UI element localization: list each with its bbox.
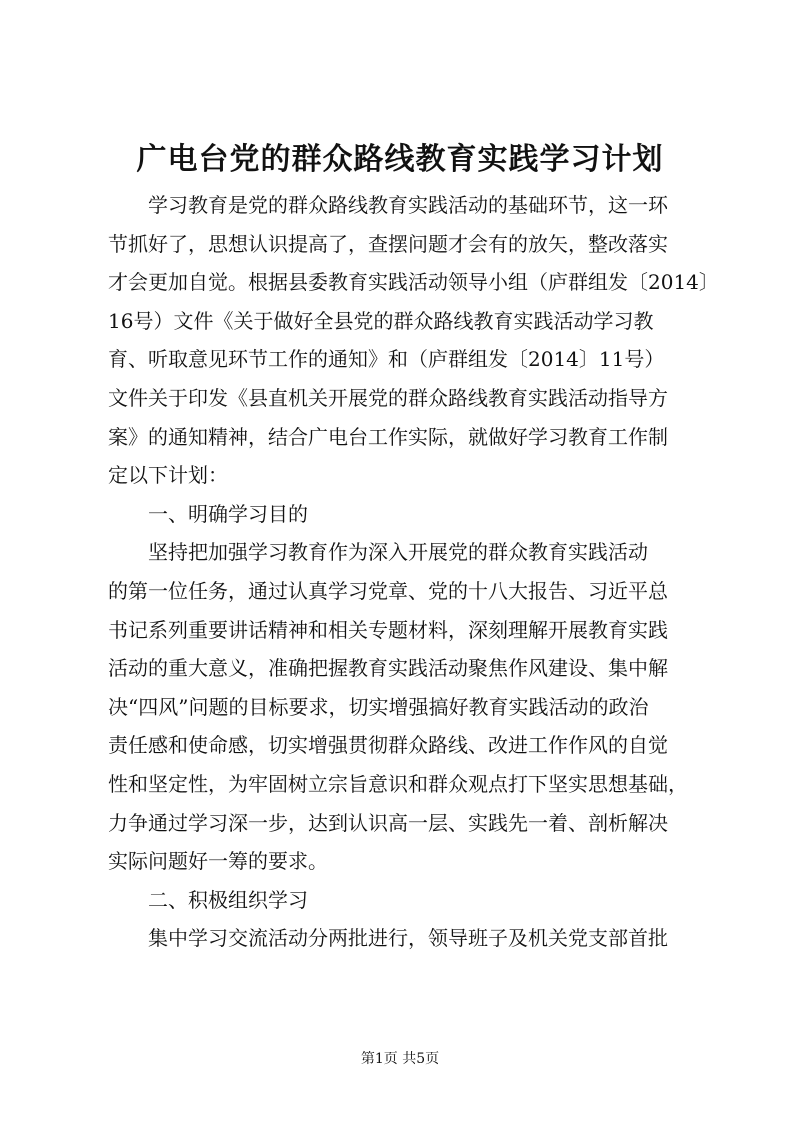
- paragraph-line: 活动的重大意义，准确把握教育实践活动聚焦作风建设、集中解: [108, 656, 668, 681]
- paragraph-line: 定以下计划：: [108, 463, 228, 488]
- section-heading: 二、积极组织学习: [148, 887, 308, 912]
- paragraph-line: 育、听取意见环节工作的通知》和（庐群组发〔2014〕11号）: [108, 347, 665, 372]
- paragraph-line: 决“四风”问题的目标要求，切实增强搞好教育实践活动的政治: [108, 694, 649, 719]
- paragraph-line: 节抓好了，思想认识提高了，查摆问题才会有的放矢，整改落实: [108, 231, 668, 256]
- page-footer: 第1页 共5页: [360, 1051, 440, 1067]
- paragraph-line: 力争通过学习深一步，达到认识高一层、实践先一着、剖析解决: [108, 810, 668, 835]
- paragraph-line: 书记系列重要讲话精神和相关专题材料，深刻理解开展教育实践: [108, 617, 668, 642]
- paragraph-line: 学习教育是党的群众路线教育实践活动的基础环节，这一环: [148, 193, 668, 217]
- paragraph-line: 案》的通知精神，结合广电台工作实际，就做好学习教育工作制: [108, 424, 668, 449]
- paragraph-line: 才会更加自觉。根据县委教育实践活动领导小组（庐群组发〔2014〕: [108, 270, 719, 295]
- section-heading: 一、明确学习目的: [148, 501, 308, 526]
- paragraph-line: 性和坚定性，为牢固树立宗旨意识和群众观点打下坚实思想基础，: [108, 771, 688, 796]
- paragraph-line: 责任感和使命感，切实增强贯彻群众路线、改进工作作风的自觉: [108, 733, 668, 758]
- paragraph-line: 16号）文件《关于做好全县党的群众路线教育实践活动学习教: [108, 308, 654, 333]
- paragraph-line: 的第一位任务，通过认真学习党章、党的十八大报告、习近平总: [108, 578, 668, 603]
- document-title: 广电台党的群众路线教育实践学习计划: [136, 142, 664, 177]
- paragraph-line: 坚持把加强学习教育作为深入开展党的群众教育实践活动: [148, 540, 648, 565]
- paragraph-line: 实际问题好一筹的要求。: [108, 849, 328, 874]
- paragraph-line: 文件关于印发《县直机关开展党的群众路线教育实践活动指导方: [108, 385, 668, 410]
- document-body: [108, 186, 719, 958]
- paragraph-line: 集中学习交流活动分两批进行，领导班子及机关党支部首批: [148, 926, 668, 951]
